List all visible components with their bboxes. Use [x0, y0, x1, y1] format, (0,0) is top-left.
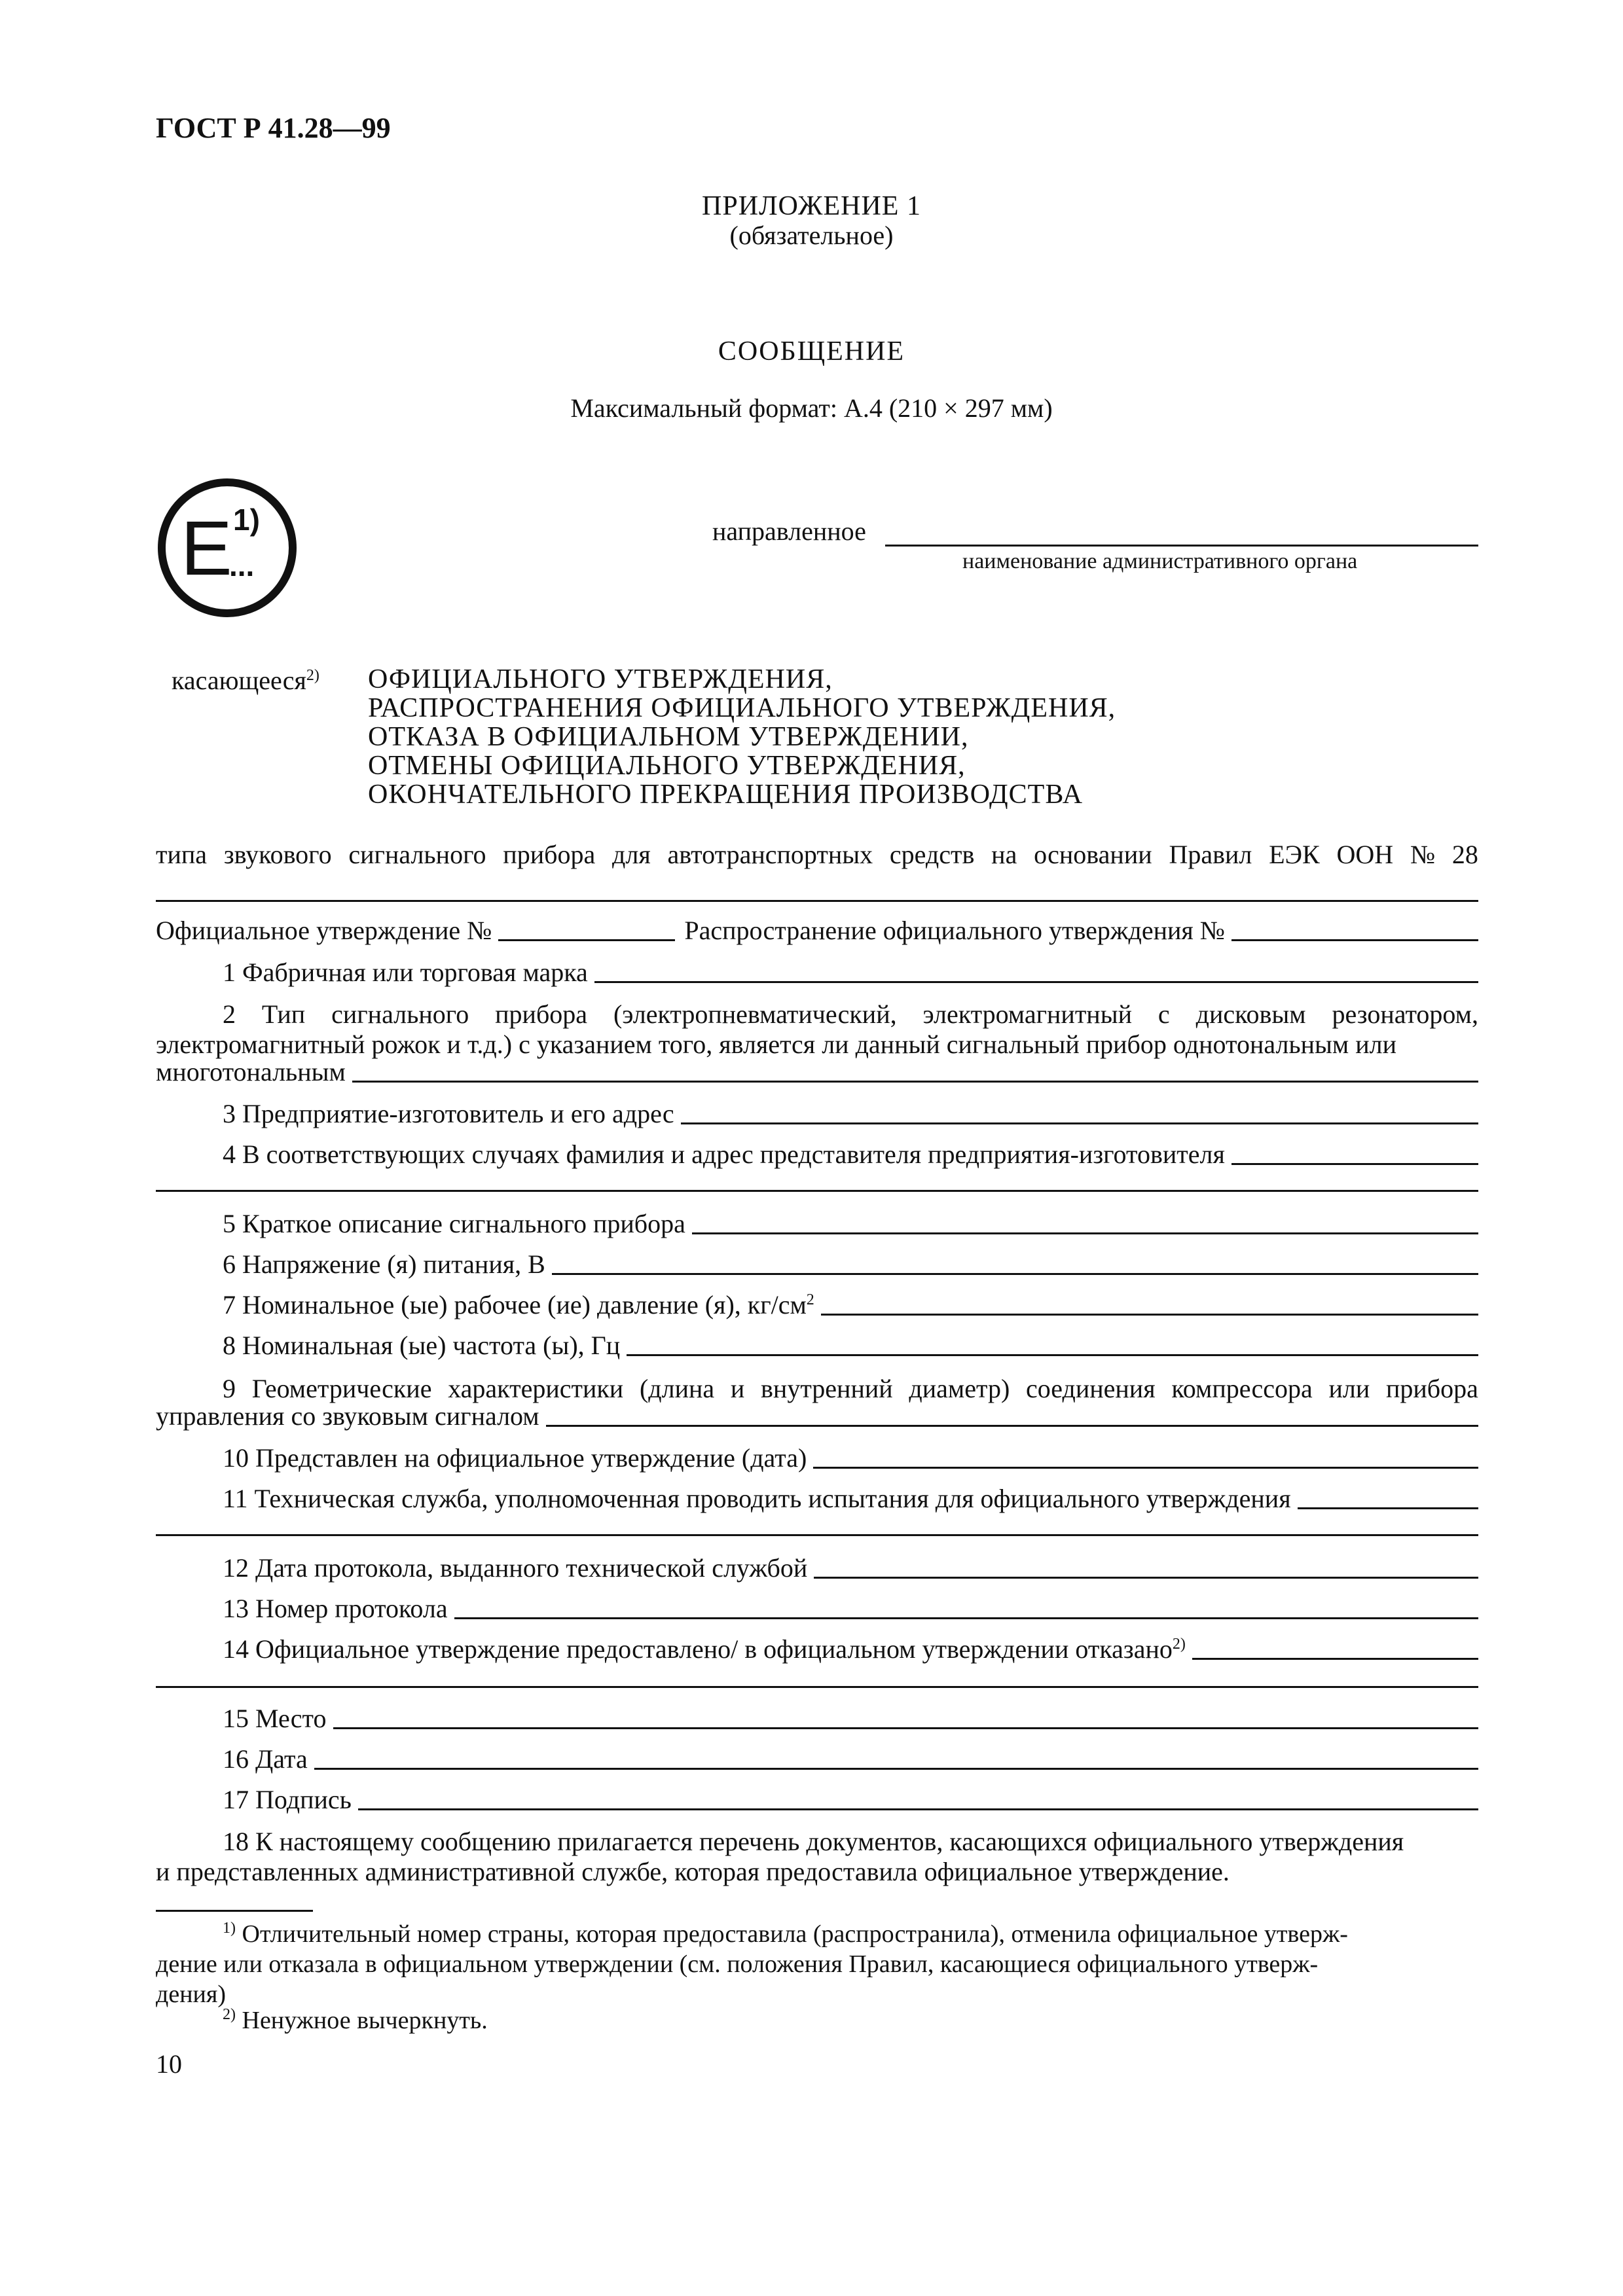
word: основании [1034, 840, 1152, 869]
item-field[interactable] [1231, 1163, 1478, 1165]
item-field[interactable] [627, 1354, 1478, 1356]
item-18-line-2: и представленных административной службе, которая предоставила официальное утверждение. [156, 1857, 1230, 1886]
item-field[interactable] [352, 1081, 1478, 1083]
word: 2 [223, 999, 236, 1029]
footnote-mark: 1) [223, 1920, 236, 1937]
item-7 [223, 1289, 1478, 1321]
document-code: ГОСТ Р 41.28—99 [156, 112, 391, 144]
appendix-title: ПРИЛОЖЕНИЕ 1 [702, 191, 921, 221]
type-line [156, 839, 1478, 870]
footnote-text: Ненужное вычеркнуть. [242, 2007, 488, 2034]
item-text: 7 Номинальное (ые) рабочее (ие) давление (я), кг/см [223, 1290, 807, 1319]
word: (электропневматический, [613, 999, 897, 1029]
footnote-1-line-2: дение или отказала в официальном утверждении (см. положения Правил, касающиеся официального утверж- [156, 1950, 1319, 1978]
item-label: 1 Фабричная или торговая марка [223, 958, 588, 987]
word: прибора [1385, 1374, 1478, 1403]
concerning-options [368, 665, 1116, 809]
item-label: 17 Подпись [223, 1785, 352, 1814]
word: прибора [503, 840, 596, 869]
word: и [730, 1374, 745, 1403]
item-label: 8 Номинальная (ые) частота (ы), Гц [223, 1331, 621, 1360]
item-2-line-2: электромагнитный рожок и т.д.) с указанием того, является ли данный сигнальный прибор однотональным или [156, 1030, 1397, 1059]
item-label: управления со звуковым сигналом [156, 1401, 539, 1431]
item-field[interactable] [813, 1467, 1478, 1469]
word: с [1158, 999, 1170, 1029]
word: сигнального [348, 840, 486, 869]
footnote-text: Отличительный номер страны, которая предоставила (распространила), отменила официальное утверж- [242, 1920, 1348, 1948]
option-extension: РАСПРОСТРАНЕНИЯ ОФИЦИАЛЬНОГО УТВЕРЖДЕНИЯ, [368, 693, 1116, 723]
item-2-line-1 [223, 999, 1478, 1030]
word: типа [156, 840, 208, 869]
item-field[interactable] [333, 1727, 1479, 1729]
appendix-note: (обязательное) [729, 221, 894, 250]
concerning-text: касающееся [172, 666, 306, 695]
item-18-line-1: 18 К настоящему сообщению прилагается перечень документов, касающихся официального утверждения [223, 1827, 1404, 1856]
item-field[interactable] [1298, 1507, 1478, 1509]
item-field[interactable] [1192, 1658, 1478, 1660]
word: автотранспортных [667, 840, 873, 869]
extension-number-field[interactable] [1231, 939, 1478, 941]
footnote-1-line-1 [156, 1919, 1478, 1949]
concerning-label [172, 665, 319, 696]
item-11-continuation-field[interactable] [156, 1534, 1478, 1536]
approval-mark-icon [156, 476, 299, 619]
word: характеристики [448, 1374, 624, 1403]
word: соединения [1026, 1374, 1156, 1403]
format-note: Максимальный формат: А.4 (210 × 297 мм) [570, 393, 1053, 423]
message-title: СООБЩЕНИЕ [718, 336, 905, 367]
item-field[interactable] [594, 981, 1478, 983]
word: резонатором, [1332, 999, 1478, 1029]
extension-number-label: Распространение официального утверждения № [684, 916, 1225, 945]
item-field[interactable] [546, 1425, 1478, 1427]
item-15 [223, 1703, 1478, 1734]
item-label: 6 Напряжение (я) питания, В [223, 1249, 545, 1279]
footnote-mark: 2) [223, 2006, 236, 2023]
item-label [223, 1634, 1186, 1665]
item-label: 3 Предприятие-изготовитель и его адрес [223, 1099, 674, 1128]
item-field[interactable] [681, 1122, 1478, 1124]
word: дисковым [1195, 999, 1306, 1029]
word: 28 [1451, 840, 1478, 869]
item-13 [223, 1593, 1478, 1624]
footnote-divider [156, 1910, 313, 1912]
item-9-line-1 [223, 1373, 1478, 1405]
item-field[interactable] [552, 1273, 1478, 1275]
item-field[interactable] [692, 1232, 1478, 1234]
item-11 [223, 1483, 1478, 1515]
item-label: 13 Номер протокола [223, 1594, 448, 1623]
item-field[interactable] [314, 1768, 1478, 1770]
word: для [612, 840, 651, 869]
item-text: 14 Официальное утверждение предоставлено/ в официальном утверждении отказано [223, 1634, 1173, 1664]
approval-number-row [156, 915, 1478, 946]
word: прибора [495, 999, 588, 1029]
item-16 [223, 1744, 1478, 1775]
item-14-continuation-field[interactable] [156, 1686, 1478, 1688]
item-14 [223, 1634, 1478, 1665]
word: компрессора [1171, 1374, 1313, 1403]
word: 9 [223, 1374, 236, 1403]
superscript: 2 [806, 1291, 814, 1308]
option-discontinued: ОКОНЧАТЕЛЬНОГО ПРЕКРАЩЕНИЯ ПРОИЗВОДСТВА [368, 780, 1084, 810]
word: ЕЭК [1269, 840, 1320, 869]
option-refusal: ОТКАЗА В ОФИЦИАЛЬНОМ УТВЕРЖДЕНИИ, [368, 722, 969, 752]
item-9-line-2 [156, 1401, 1478, 1432]
approval-number-field[interactable] [498, 939, 675, 941]
item-5 [223, 1208, 1478, 1240]
word: на [991, 840, 1017, 869]
item-1 [223, 957, 1478, 988]
item-4-continuation-field[interactable] [156, 1190, 1478, 1192]
emark-letter: E [181, 505, 232, 592]
item-6 [223, 1249, 1478, 1280]
sent-field[interactable] [885, 545, 1478, 547]
word: диаметр) [909, 1374, 1010, 1403]
item-label: 4 В соответствующих случаях фамилия и адрес представителя предприятия-изготовителя [223, 1139, 1225, 1169]
word: (длина [639, 1374, 715, 1403]
footnote-ref: 2) [306, 667, 319, 684]
item-4 [223, 1139, 1478, 1170]
word: звукового [223, 840, 332, 869]
footnote-2 [156, 2005, 1478, 2036]
item-field[interactable] [358, 1808, 1478, 1810]
emark-dots: ... [229, 548, 255, 583]
word: средств [889, 840, 975, 869]
item-label [223, 1289, 814, 1321]
word: Геометрические [251, 1374, 432, 1403]
item-label: 12 Дата протокола, выданного технической службой [223, 1553, 808, 1583]
item-label: 5 Краткое описание сигнального прибора [223, 1209, 685, 1238]
item-17 [223, 1784, 1478, 1816]
item-label: многотональным [156, 1057, 346, 1086]
sent-label: направленное [712, 516, 866, 546]
item-label: 10 Представлен на официальное утверждение (дата) [223, 1443, 807, 1473]
item-12 [223, 1552, 1478, 1584]
word: Правил [1169, 840, 1252, 869]
sent-caption: наименование административного органа [962, 549, 1358, 573]
item-label: 11 Техническая служба, уполномоченная проводить испытания для официального утверждения [223, 1484, 1291, 1513]
word: электромагнитный [922, 999, 1132, 1029]
emark-superscript: 1) [233, 503, 260, 537]
item-field[interactable] [821, 1314, 1478, 1316]
footnote-1 [156, 1919, 1478, 2009]
footnote-ref: 2) [1172, 1636, 1186, 1653]
word: или [1328, 1374, 1370, 1403]
word: внутренний [761, 1374, 893, 1403]
page-number: 10 [156, 2049, 182, 2079]
type-field[interactable] [156, 900, 1478, 902]
word: ООН [1336, 840, 1394, 869]
word: № [1410, 840, 1436, 869]
option-withdrawal: ОТМЕНЫ ОФИЦИАЛЬНОГО УТВЕРЖДЕНИЯ, [368, 751, 966, 781]
item-field[interactable] [454, 1617, 1478, 1619]
footnote-1-line-3: дения) [156, 1981, 227, 2008]
item-label: 15 Место [223, 1704, 327, 1733]
item-label: 16 Дата [223, 1744, 308, 1774]
item-3 [223, 1098, 1478, 1130]
option-approval: ОФИЦИАЛЬНОГО УТВЕРЖДЕНИЯ, [368, 664, 833, 694]
item-8 [223, 1330, 1478, 1361]
word: сигнального [331, 999, 469, 1029]
word: Тип [261, 999, 306, 1029]
item-field[interactable] [814, 1577, 1478, 1579]
item-2-line-3 [156, 1056, 1478, 1088]
item-10 [223, 1443, 1478, 1474]
approval-number-label: Официальное утверждение № [156, 916, 492, 945]
